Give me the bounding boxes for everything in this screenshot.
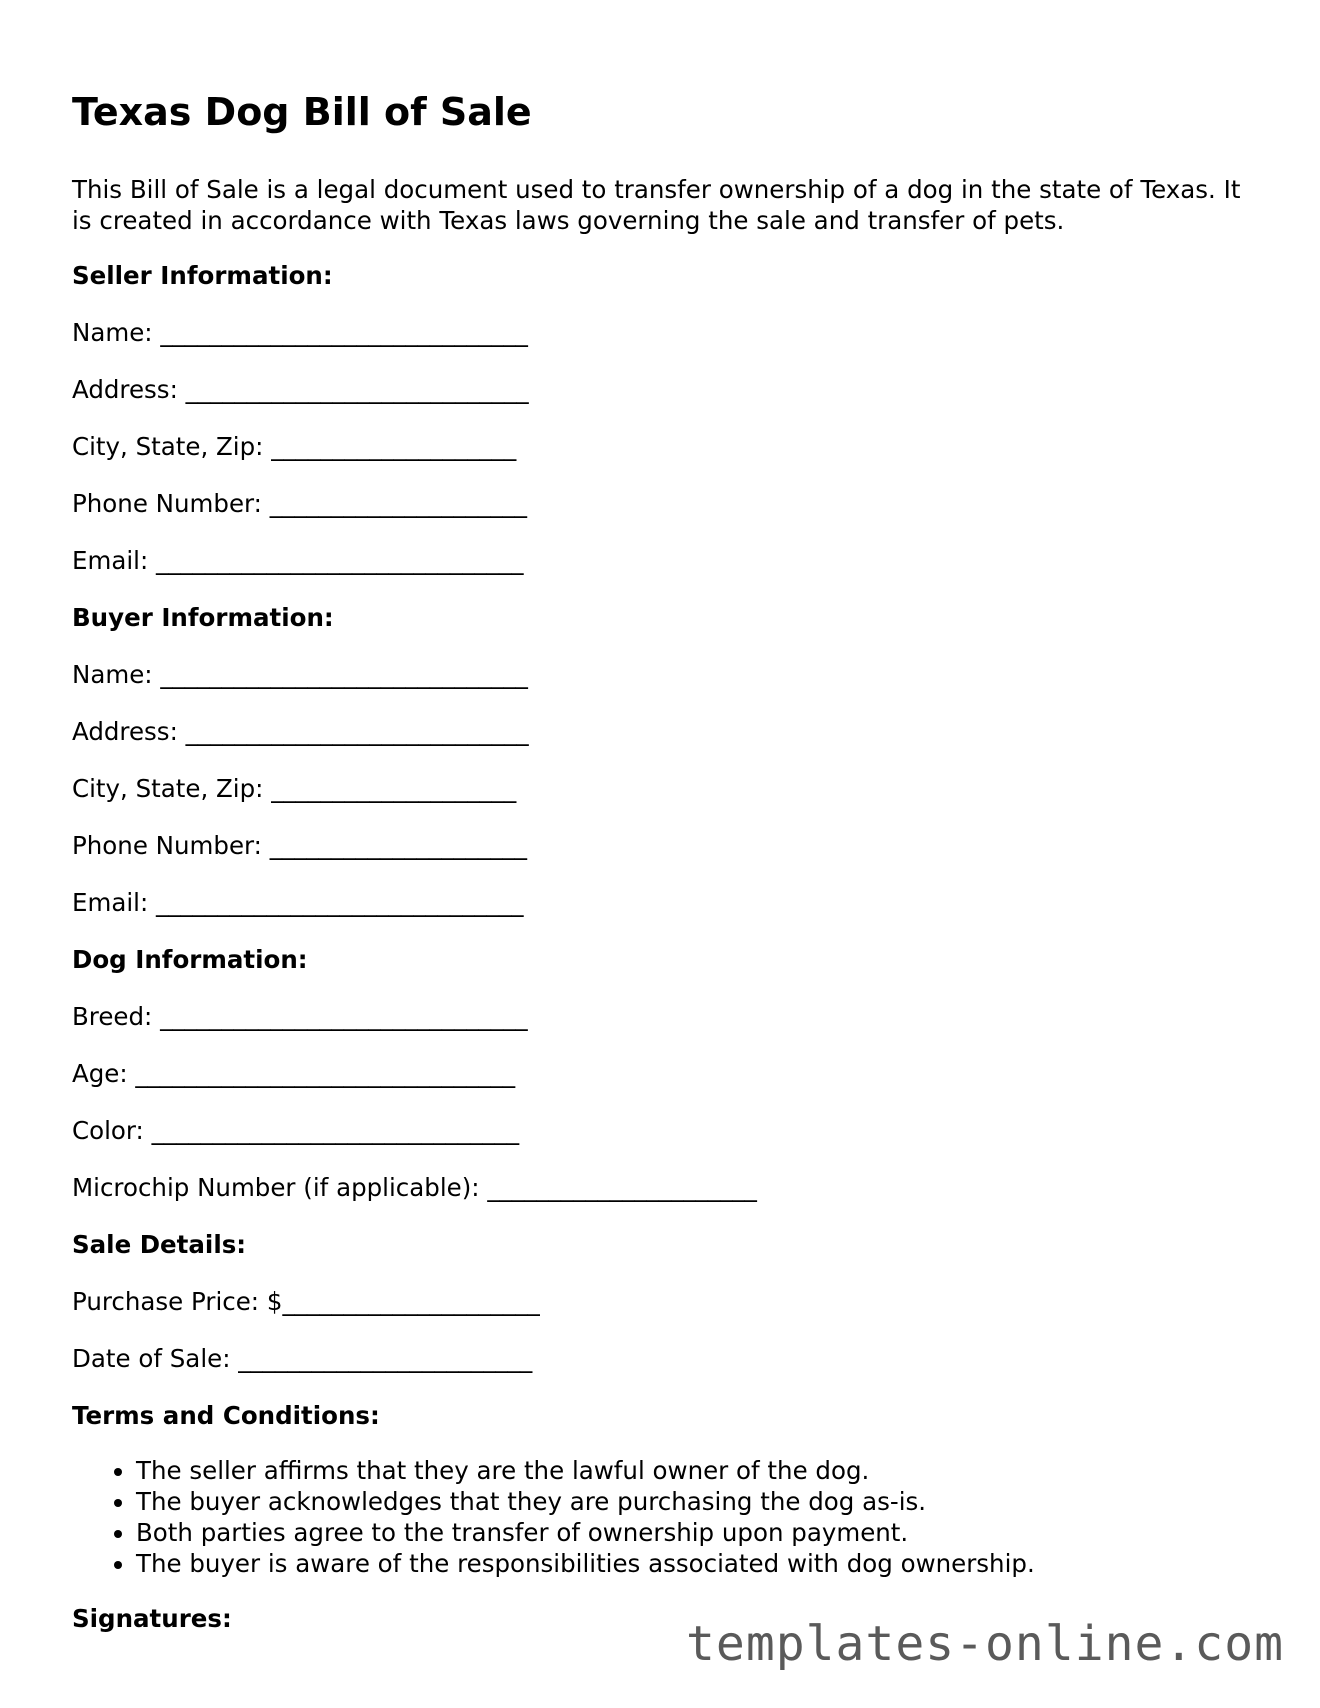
buyer-city-state-zip-field: City, State, Zip: ____________________ xyxy=(72,774,517,803)
purchase-price-field: Purchase Price: $_____________________ xyxy=(72,1287,540,1316)
document xyxy=(72,88,1252,1660)
dog-color-field: Color: ______________________________ xyxy=(72,1116,520,1145)
seller-email-field: Email: ______________________________ xyxy=(72,546,524,575)
sale-heading: Sale Details: xyxy=(72,1230,247,1259)
dog-breed-field: Breed: ______________________________ xyxy=(72,1002,528,1031)
page-title: Texas Dog Bill of Sale xyxy=(72,90,532,134)
terms-item: • Both parties agree to the transfer of ownership upon payment. xyxy=(136,1517,1252,1548)
terms-item: • The seller affirms that they are the lawful owner of the dog. xyxy=(136,1455,1252,1486)
seller-phone-field: Phone Number: _____________________ xyxy=(72,489,527,518)
buyer-name-field: Name: ______________________________ xyxy=(72,660,528,689)
dog-heading: Dog Information: xyxy=(72,945,308,974)
dog-age-field: Age: _______________________________ xyxy=(72,1059,516,1088)
terms-list xyxy=(72,1455,1252,1579)
seller-address-field: Address: ____________________________ xyxy=(72,375,529,404)
terms-item: • The buyer acknowledges that they are purchasing the dog as-is. xyxy=(136,1486,1252,1517)
seller-name-field: Name: ______________________________ xyxy=(72,318,528,347)
buyer-address-field: Address: ____________________________ xyxy=(72,717,529,746)
intro-paragraph: This Bill of Sale is a legal document used to transfer ownership of a dog in the state of Texas. It is created in accordance with Texas laws governing the sale and transfer of pets. xyxy=(72,175,1241,235)
terms-item: • The buyer is aware of the responsibilities associated with dog ownership. xyxy=(136,1548,1252,1579)
dog-microchip-field: Microchip Number (if applicable): ______________________ xyxy=(72,1173,757,1202)
terms-heading: Terms and Conditions: xyxy=(72,1401,380,1430)
buyer-email-field: Email: ______________________________ xyxy=(72,888,524,917)
buyer-phone-field: Phone Number: _____________________ xyxy=(72,831,527,860)
buyer-heading: Buyer Information: xyxy=(72,603,334,632)
date-of-sale-field: Date of Sale: ________________________ xyxy=(72,1344,533,1373)
signatures-heading: Signatures: xyxy=(72,1604,232,1633)
seller-heading: Seller Information: xyxy=(72,261,333,290)
seller-city-state-zip-field: City, State, Zip: ____________________ xyxy=(72,432,517,461)
watermark: templates-online.com xyxy=(686,1616,1284,1672)
